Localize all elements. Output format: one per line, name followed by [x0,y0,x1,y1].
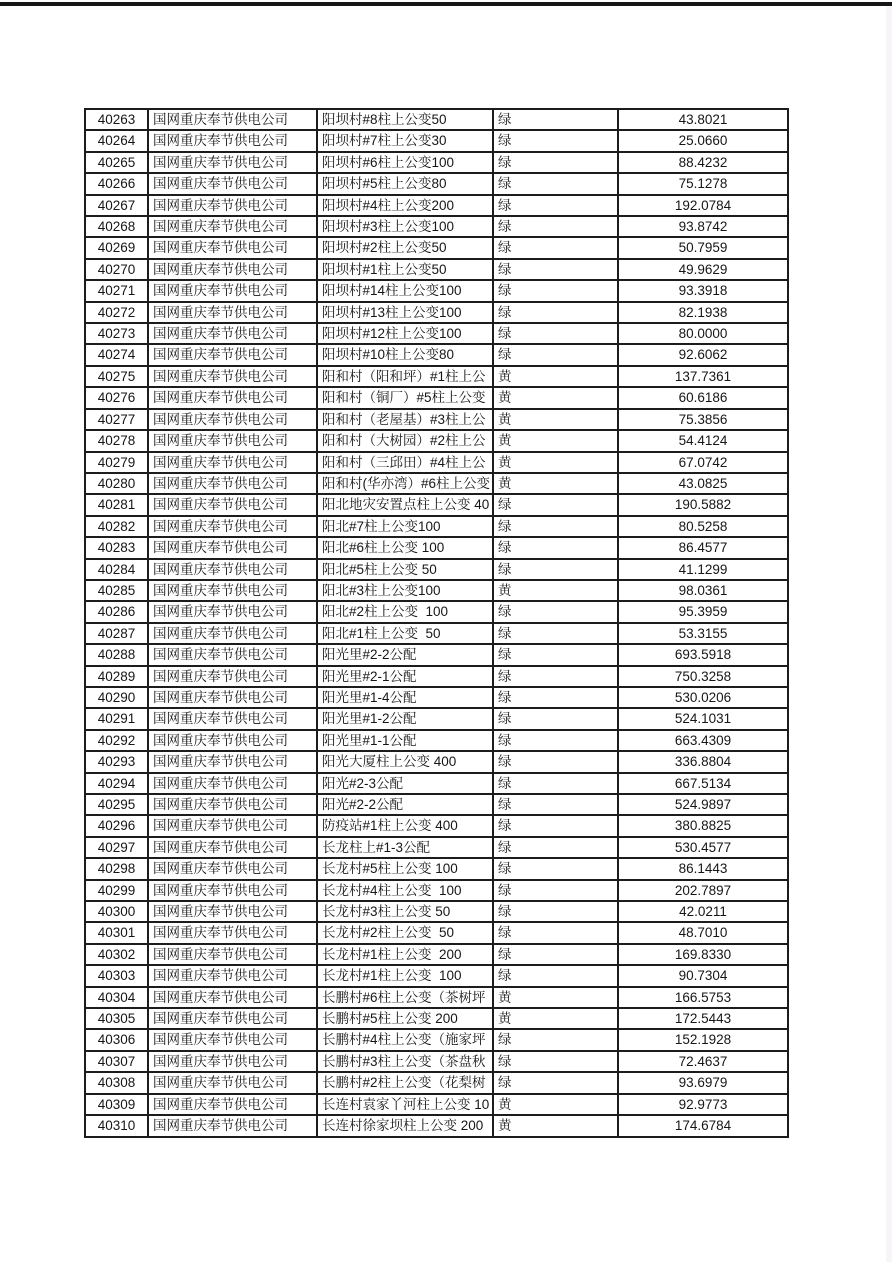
cell-row-id: 40308 [85,1072,148,1093]
cell-device-name: 长龙村#5柱上公变 100 [317,858,493,879]
table-row [85,815,788,836]
cell-status-color: 黄 [493,387,618,408]
cell-company-name: 国网重庆奉节供电公司 [148,152,317,173]
table-row [85,1094,788,1115]
cell-row-id: 40265 [85,152,148,173]
cell-row-id: 40307 [85,1051,148,1072]
cell-row-id: 40305 [85,1008,148,1029]
cell-load-value: 54.4124 [618,430,788,451]
cell-load-value: 750.3258 [618,666,788,687]
cell-status-color: 绿 [493,751,618,772]
cell-load-value: 166.5753 [618,987,788,1008]
cell-status-color: 绿 [493,858,618,879]
cell-device-name: 阳北地灾安置点柱上公变 40 [317,494,493,515]
cell-load-value: 67.0742 [618,452,788,473]
cell-status-color: 黄 [493,987,618,1008]
cell-load-value: 88.4232 [618,152,788,173]
table-row [85,537,788,558]
cell-load-value: 53.3155 [618,623,788,644]
cell-device-name: 阳坝村#3柱上公变100 [317,216,493,237]
cell-device-name: 阳坝村#14柱上公变100 [317,280,493,301]
cell-status-color: 绿 [493,109,618,130]
cell-row-id: 40264 [85,130,148,151]
cell-device-name: 阳和村（阳和坪）#1柱上公 [317,366,493,387]
cell-row-id: 40289 [85,666,148,687]
cell-row-id: 40306 [85,1029,148,1050]
table-row [85,773,788,794]
table-row [85,580,788,601]
cell-company-name: 国网重庆奉节供电公司 [148,1051,317,1072]
cell-device-name: 阳光里#2-1公配 [317,666,493,687]
table-row [85,730,788,751]
cell-company-name: 国网重庆奉节供电公司 [148,644,317,665]
cell-device-name: 阳光里#2-2公配 [317,644,493,665]
table-row [85,409,788,430]
cell-load-value: 93.6979 [618,1072,788,1093]
cell-company-name: 国网重庆奉节供电公司 [148,302,317,323]
table-row [85,751,788,772]
cell-device-name: 阳坝村#13柱上公变100 [317,302,493,323]
page-right-edge [886,6,892,1262]
table-row [85,473,788,494]
cell-row-id: 40268 [85,216,148,237]
cell-company-name: 国网重庆奉节供电公司 [148,323,317,344]
cell-row-id: 40297 [85,837,148,858]
cell-device-name: 阳和村（三邱田）#4柱上公 [317,452,493,473]
cell-load-value: 336.8804 [618,751,788,772]
cell-company-name: 国网重庆奉节供电公司 [148,751,317,772]
cell-row-id: 40273 [85,323,148,344]
table-row [85,666,788,687]
cell-company-name: 国网重庆奉节供电公司 [148,687,317,708]
table-row [85,601,788,622]
cell-company-name: 国网重庆奉节供电公司 [148,601,317,622]
cell-device-name: 长鹏村#6柱上公变（茶树坪 [317,987,493,1008]
cell-load-value: 43.8021 [618,109,788,130]
cell-row-id: 40303 [85,965,148,986]
cell-load-value: 530.4577 [618,837,788,858]
cell-status-color: 绿 [493,494,618,515]
cell-row-id: 40275 [85,366,148,387]
cell-company-name: 国网重庆奉节供电公司 [148,965,317,986]
cell-status-color: 绿 [493,302,618,323]
cell-status-color: 绿 [493,195,618,216]
cell-device-name: 长龙村#4柱上公变 100 [317,880,493,901]
cell-company-name: 国网重庆奉节供电公司 [148,623,317,644]
table-row [85,559,788,580]
cell-device-name: 长鹏村#4柱上公变（施家坪 [317,1029,493,1050]
cell-status-color: 绿 [493,965,618,986]
cell-row-id: 40302 [85,944,148,965]
cell-load-value: 152.1928 [618,1029,788,1050]
cell-device-name: 阳北#6柱上公变 100 [317,537,493,558]
cell-row-id: 40270 [85,259,148,280]
cell-company-name: 国网重庆奉节供电公司 [148,922,317,943]
cell-status-color: 绿 [493,1072,618,1093]
table-row [85,837,788,858]
cell-device-name: 长鹏村#3柱上公变（茶盘秋 [317,1051,493,1072]
cell-device-name: 阳北#5柱上公变 50 [317,559,493,580]
table-row [85,901,788,922]
cell-load-value: 80.5258 [618,516,788,537]
cell-row-id: 40272 [85,302,148,323]
cell-row-id: 40281 [85,494,148,515]
cell-load-value: 90.7304 [618,965,788,986]
cell-device-name: 阳坝村#4柱上公变200 [317,195,493,216]
table-row [85,259,788,280]
cell-row-id: 40282 [85,516,148,537]
cell-row-id: 40278 [85,430,148,451]
cell-device-name: 阳光里#1-1公配 [317,730,493,751]
cell-company-name: 国网重庆奉节供电公司 [148,409,317,430]
cell-company-name: 国网重庆奉节供电公司 [148,708,317,729]
cell-device-name: 阳光里#1-2公配 [317,708,493,729]
table-row [85,1115,788,1136]
cell-load-value: 92.9773 [618,1094,788,1115]
cell-load-value: 174.6784 [618,1115,788,1136]
cell-company-name: 国网重庆奉节供电公司 [148,516,317,537]
cell-device-name: 长鹏村#2柱上公变（花梨树 [317,1072,493,1093]
cell-company-name: 国网重庆奉节供电公司 [148,901,317,922]
table-row [85,152,788,173]
table-row [85,302,788,323]
cell-load-value: 169.8330 [618,944,788,965]
cell-company-name: 国网重庆奉节供电公司 [148,216,317,237]
cell-load-value: 190.5882 [618,494,788,515]
cell-status-color: 绿 [493,666,618,687]
table-row [85,173,788,194]
cell-row-id: 40284 [85,559,148,580]
table-row [85,216,788,237]
cell-status-color: 绿 [493,815,618,836]
cell-status-color: 绿 [493,880,618,901]
cell-load-value: 43.0825 [618,473,788,494]
cell-load-value: 60.6186 [618,387,788,408]
cell-device-name: 阳坝村#2柱上公变50 [317,237,493,258]
cell-status-color: 绿 [493,708,618,729]
cell-load-value: 41.1299 [618,559,788,580]
cell-row-id: 40276 [85,387,148,408]
cell-status-color: 绿 [493,259,618,280]
cell-status-color: 黄 [493,430,618,451]
cell-status-color: 绿 [493,516,618,537]
table-row [85,237,788,258]
power-transformer-table [84,108,789,1138]
cell-status-color: 绿 [493,773,618,794]
cell-load-value: 80.0000 [618,323,788,344]
cell-device-name: 阳坝村#5柱上公变80 [317,173,493,194]
cell-load-value: 75.3856 [618,409,788,430]
cell-status-color: 绿 [493,173,618,194]
cell-device-name: 长连村袁家丫河柱上公变 10 [317,1094,493,1115]
cell-status-color: 黄 [493,580,618,601]
cell-status-color: 绿 [493,130,618,151]
cell-row-id: 40285 [85,580,148,601]
cell-load-value: 524.1031 [618,708,788,729]
cell-status-color: 黄 [493,409,618,430]
table-row [85,623,788,644]
table-row [85,280,788,301]
cell-status-color: 绿 [493,944,618,965]
cell-device-name: 长龙村#1柱上公变 100 [317,965,493,986]
cell-device-name: 长龙村#3柱上公变 50 [317,901,493,922]
cell-load-value: 25.0660 [618,130,788,151]
cell-row-id: 40301 [85,922,148,943]
cell-row-id: 40294 [85,773,148,794]
cell-status-color: 绿 [493,559,618,580]
cell-device-name: 阳北#1柱上公变 50 [317,623,493,644]
cell-company-name: 国网重庆奉节供电公司 [148,344,317,365]
cell-device-name: 阳坝村#8柱上公变50 [317,109,493,130]
cell-company-name: 国网重庆奉节供电公司 [148,452,317,473]
cell-status-color: 黄 [493,1115,618,1136]
cell-row-id: 40274 [85,344,148,365]
cell-company-name: 国网重庆奉节供电公司 [148,130,317,151]
cell-load-value: 667.5134 [618,773,788,794]
table-row [85,987,788,1008]
table-row [85,494,788,515]
cell-row-id: 40309 [85,1094,148,1115]
table-row [85,687,788,708]
cell-load-value: 86.4577 [618,537,788,558]
cell-row-id: 40267 [85,195,148,216]
cell-status-color: 绿 [493,537,618,558]
table-row [85,1029,788,1050]
cell-load-value: 172.5443 [618,1008,788,1029]
cell-status-color: 绿 [493,1029,618,1050]
cell-device-name: 阳和村（大树园）#2柱上公 [317,430,493,451]
cell-load-value: 86.1443 [618,858,788,879]
cell-device-name: 阳坝村#6柱上公变100 [317,152,493,173]
cell-company-name: 国网重庆奉节供电公司 [148,1072,317,1093]
table-row [85,130,788,151]
cell-company-name: 国网重庆奉节供电公司 [148,1094,317,1115]
cell-row-id: 40296 [85,815,148,836]
cell-row-id: 40287 [85,623,148,644]
cell-load-value: 92.6062 [618,344,788,365]
cell-status-color: 黄 [493,1094,618,1115]
cell-device-name: 阳坝村#12柱上公变100 [317,323,493,344]
cell-load-value: 98.0361 [618,580,788,601]
cell-device-name: 阳北#2柱上公变 100 [317,601,493,622]
cell-company-name: 国网重庆奉节供电公司 [148,580,317,601]
cell-row-id: 40295 [85,794,148,815]
cell-company-name: 国网重庆奉节供电公司 [148,773,317,794]
cell-status-color: 绿 [493,901,618,922]
cell-company-name: 国网重庆奉节供电公司 [148,1029,317,1050]
cell-row-id: 40292 [85,730,148,751]
cell-row-id: 40280 [85,473,148,494]
table-row [85,1072,788,1093]
cell-status-color: 绿 [493,344,618,365]
cell-device-name: 阳坝村#10柱上公变80 [317,344,493,365]
cell-status-color: 绿 [493,323,618,344]
cell-status-color: 绿 [493,601,618,622]
cell-load-value: 380.8825 [618,815,788,836]
cell-load-value: 48.7010 [618,922,788,943]
cell-company-name: 国网重庆奉节供电公司 [148,494,317,515]
cell-company-name: 国网重庆奉节供电公司 [148,858,317,879]
table-row [85,323,788,344]
cell-device-name: 阳光大厦柱上公变 400 [317,751,493,772]
cell-company-name: 国网重庆奉节供电公司 [148,666,317,687]
cell-device-name: 阳和村（老屋基）#3柱上公 [317,409,493,430]
cell-row-id: 40266 [85,173,148,194]
table-row [85,387,788,408]
cell-device-name: 长龙村#2柱上公变 50 [317,922,493,943]
table-row [85,708,788,729]
cell-company-name: 国网重庆奉节供电公司 [148,473,317,494]
table-row [85,858,788,879]
cell-row-id: 40300 [85,901,148,922]
cell-company-name: 国网重庆奉节供电公司 [148,173,317,194]
cell-row-id: 40283 [85,537,148,558]
cell-load-value: 75.1278 [618,173,788,194]
cell-row-id: 40269 [85,237,148,258]
cell-company-name: 国网重庆奉节供电公司 [148,815,317,836]
cell-device-name: 长连村徐家坝柱上公变 200 [317,1115,493,1136]
cell-company-name: 国网重庆奉节供电公司 [148,837,317,858]
cell-load-value: 693.5918 [618,644,788,665]
cell-company-name: 国网重庆奉节供电公司 [148,195,317,216]
cell-row-id: 40290 [85,687,148,708]
cell-row-id: 40263 [85,109,148,130]
cell-company-name: 国网重庆奉节供电公司 [148,280,317,301]
cell-company-name: 国网重庆奉节供电公司 [148,559,317,580]
table-row [85,344,788,365]
cell-status-color: 绿 [493,1051,618,1072]
cell-load-value: 524.9897 [618,794,788,815]
cell-company-name: 国网重庆奉节供电公司 [148,1115,317,1136]
cell-row-id: 40277 [85,409,148,430]
cell-status-color: 绿 [493,216,618,237]
table-row [85,922,788,943]
cell-device-name: 阳光里#1-4公配 [317,687,493,708]
cell-status-color: 绿 [493,623,618,644]
cell-company-name: 国网重庆奉节供电公司 [148,237,317,258]
table-body [85,109,788,1137]
cell-status-color: 绿 [493,280,618,301]
cell-row-id: 40310 [85,1115,148,1136]
cell-load-value: 202.7897 [618,880,788,901]
table-row [85,965,788,986]
cell-load-value: 93.3918 [618,280,788,301]
cell-status-color: 黄 [493,452,618,473]
cell-status-color: 绿 [493,730,618,751]
table-row [85,430,788,451]
cell-device-name: 阳坝村#1柱上公变50 [317,259,493,280]
cell-load-value: 663.4309 [618,730,788,751]
table-row [85,452,788,473]
cell-row-id: 40291 [85,708,148,729]
cell-company-name: 国网重庆奉节供电公司 [148,944,317,965]
cell-status-color: 绿 [493,237,618,258]
cell-device-name: 阳北#3柱上公变100 [317,580,493,601]
cell-status-color: 绿 [493,922,618,943]
cell-load-value: 137.7361 [618,366,788,387]
cell-status-color: 绿 [493,152,618,173]
cell-status-color: 绿 [493,837,618,858]
cell-device-name: 长龙村#1柱上公变 200 [317,944,493,965]
cell-company-name: 国网重庆奉节供电公司 [148,259,317,280]
cell-device-name: 阳光#2-2公配 [317,794,493,815]
cell-load-value: 95.3959 [618,601,788,622]
table-row [85,195,788,216]
cell-company-name: 国网重庆奉节供电公司 [148,880,317,901]
cell-device-name: 防疫站#1柱上公变 400 [317,815,493,836]
table-row [85,109,788,130]
cell-status-color: 黄 [493,366,618,387]
table-row [85,1008,788,1029]
table-row [85,366,788,387]
cell-company-name: 国网重庆奉节供电公司 [148,366,317,387]
cell-load-value: 93.8742 [618,216,788,237]
cell-device-name: 阳北#7柱上公变100 [317,516,493,537]
cell-row-id: 40279 [85,452,148,473]
table-row [85,794,788,815]
cell-load-value: 82.1938 [618,302,788,323]
cell-status-color: 黄 [493,473,618,494]
cell-company-name: 国网重庆奉节供电公司 [148,730,317,751]
cell-row-id: 40299 [85,880,148,901]
cell-company-name: 国网重庆奉节供电公司 [148,537,317,558]
cell-status-color: 黄 [493,1008,618,1029]
table-row [85,880,788,901]
cell-load-value: 72.4637 [618,1051,788,1072]
cell-status-color: 绿 [493,794,618,815]
cell-company-name: 国网重庆奉节供电公司 [148,794,317,815]
cell-load-value: 49.9629 [618,259,788,280]
cell-company-name: 国网重庆奉节供电公司 [148,109,317,130]
cell-row-id: 40288 [85,644,148,665]
table-row [85,644,788,665]
table-row [85,944,788,965]
cell-company-name: 国网重庆奉节供电公司 [148,430,317,451]
cell-status-color: 绿 [493,644,618,665]
cell-load-value: 530.0206 [618,687,788,708]
cell-load-value: 192.0784 [618,195,788,216]
cell-row-id: 40298 [85,858,148,879]
cell-row-id: 40271 [85,280,148,301]
table-row [85,516,788,537]
page-top-border-line [0,2,892,6]
cell-row-id: 40293 [85,751,148,772]
cell-company-name: 国网重庆奉节供电公司 [148,987,317,1008]
table-row [85,1051,788,1072]
cell-load-value: 42.0211 [618,901,788,922]
cell-load-value: 50.7959 [618,237,788,258]
cell-device-name: 长鹏村#5柱上公变 200 [317,1008,493,1029]
cell-device-name: 阳坝村#7柱上公变30 [317,130,493,151]
cell-device-name: 阳和村（铜厂）#5柱上公变 [317,387,493,408]
cell-device-name: 阳和村(华亦湾）#6柱上公变 [317,473,493,494]
cell-device-name: 阳光#2-3公配 [317,773,493,794]
cell-row-id: 40304 [85,987,148,1008]
cell-device-name: 长龙柱上#1-3公配 [317,837,493,858]
cell-company-name: 国网重庆奉节供电公司 [148,387,317,408]
cell-company-name: 国网重庆奉节供电公司 [148,1008,317,1029]
cell-status-color: 绿 [493,687,618,708]
cell-row-id: 40286 [85,601,148,622]
